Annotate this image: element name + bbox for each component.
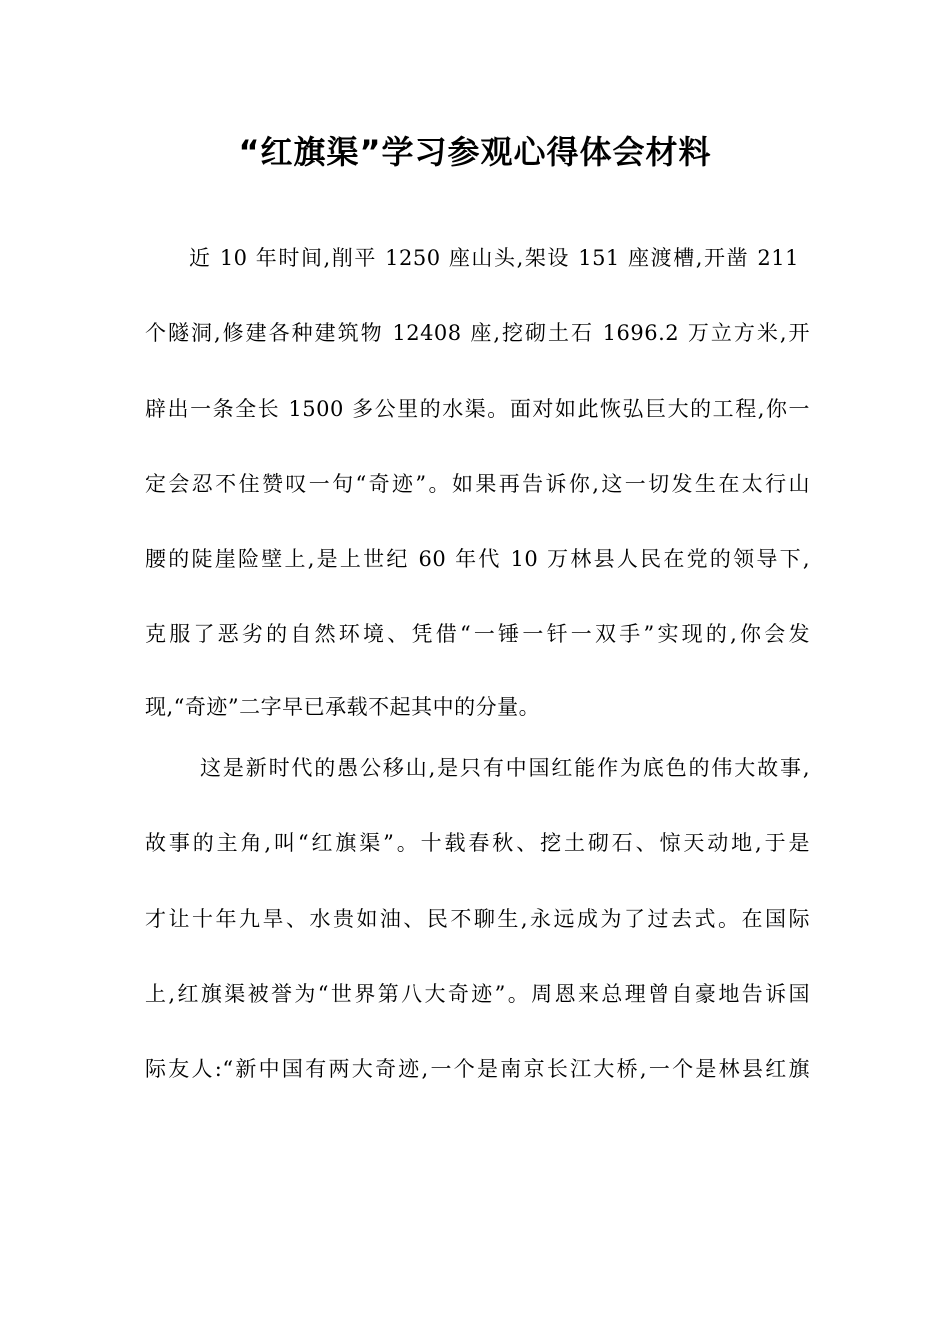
paragraph-line: 这是新时代的愚公移山,是只有中国红能作为底色的伟大故事, [200,756,810,780]
paragraph-line: 现,“奇迹”二字早已承载不起其中的分量。 [145,695,541,719]
paragraph-line: 腰的陡崖险壁上,是上世纪 60 年代 10 万林县人民在党的领导下, [145,547,810,571]
paragraph-line: 个隧洞,修建各种建筑物 12408 座,挖砌土石 1696.2 万立方米,开 [145,321,810,345]
paragraph-line: 故事的主角,叫“红旗渠”。十载春秋、挖土砌石、惊天动地,于是 [145,831,810,855]
paragraph-line: 才让十年九旱、水贵如油、民不聊生,永远成为了过去式。在国际 [145,907,810,931]
paragraph-line: 近 10 年时间,削平 1250 座山头,架设 151 座渡槽,开凿 211 [189,246,799,270]
paragraph-line: 际友人:“新中国有两大奇迹,一个是南京长江大桥,一个是林县红旗 [145,1057,810,1081]
paragraph-line: 定会忍不住赞叹一句“奇迹”。如果再告诉你,这一切发生在太行山 [145,472,810,496]
document-title: “红旗渠”学习参观心得体会材料 [238,133,712,171]
paragraph-line: 上,红旗渠被誉为“世界第八大奇迹”。周恩来总理曾自豪地告诉国 [145,982,810,1006]
paragraph-line: 辟出一条全长 1500 多公里的水渠。面对如此恢弘巨大的工程,你一 [145,397,810,421]
paragraph-line: 克服了恶劣的自然环境、凭借“一锤一钎一双手”实现的,你会发 [145,622,810,646]
